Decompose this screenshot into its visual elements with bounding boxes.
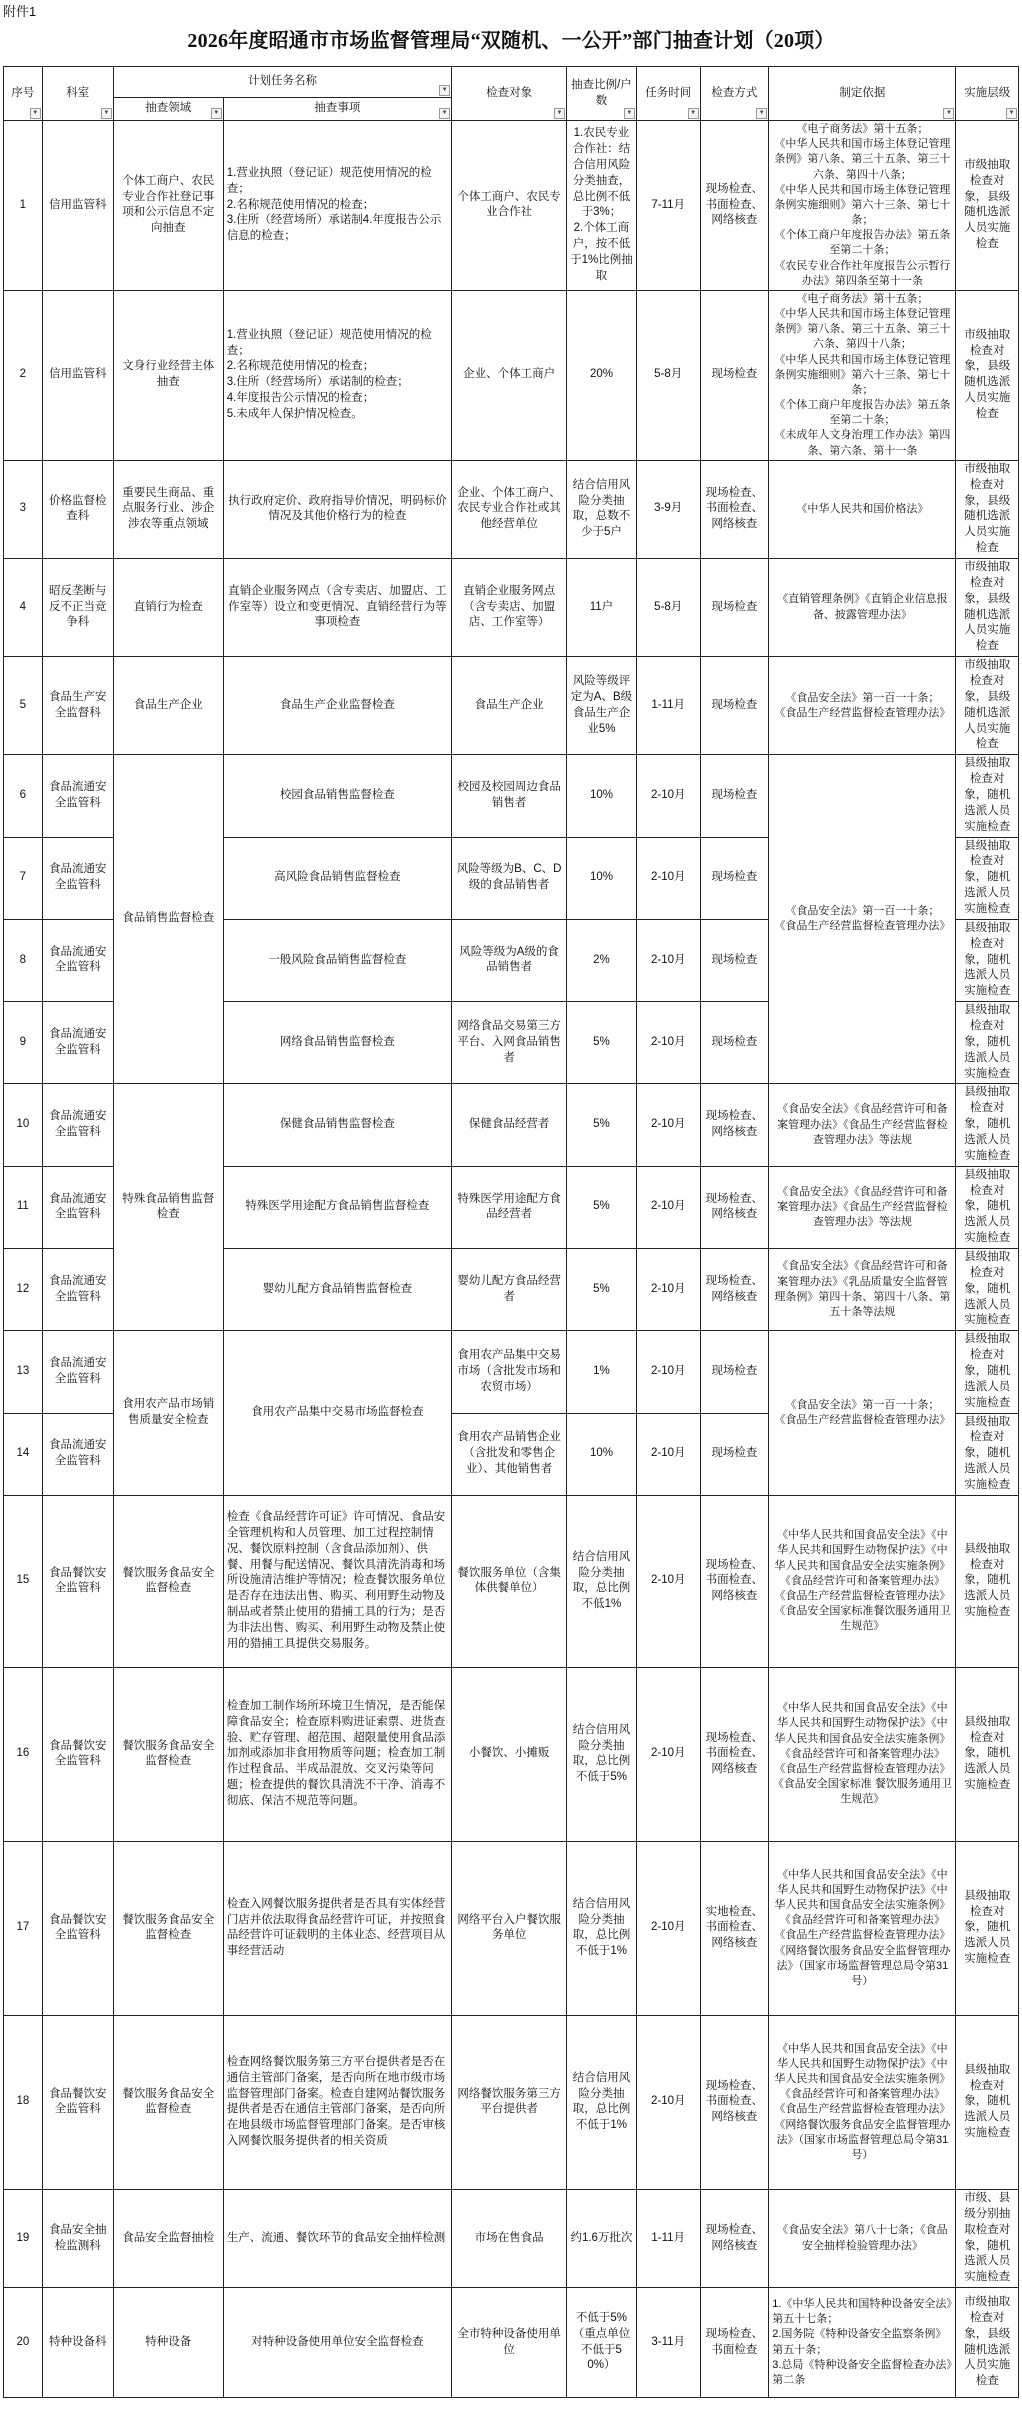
seq-cell: 1: [4, 121, 43, 291]
domain-cell: 餐饮服务食品安全监督检查: [113, 1841, 223, 2015]
filter-dropdown-icon[interactable]: ▼: [624, 108, 635, 119]
time-cell: 2-10月: [636, 1002, 700, 1084]
method-cell: 实地检查、书面检查、网络核查: [700, 1841, 769, 2015]
level-cell: 县级抽取检查对象，随机选派人员实施检查: [956, 837, 1019, 919]
item-cell: 保健食品销售监督检查: [223, 1084, 451, 1166]
target-cell: 特殊医学用途配方食品经营者: [452, 1166, 567, 1248]
domain-cell: 食品安全监督抽检: [113, 2189, 223, 2287]
filter-dropdown-icon[interactable]: ▼: [101, 108, 112, 119]
dept-cell: 昭反垄断与反不正当竞争科: [42, 558, 113, 656]
seq-cell: 4: [4, 558, 43, 656]
target-cell: 食品生产企业: [452, 657, 567, 755]
time-cell: 2-10月: [636, 1413, 700, 1495]
dept-cell: 食品安全抽检监测科: [42, 2189, 113, 2287]
seq-cell: 10: [4, 1084, 43, 1166]
target-cell: 网络食品交易第三方平台、入网食品销售者: [452, 1002, 567, 1084]
item-cell: 检查加工制作场所环境卫生情况，是否能保障食品安全；检查原料购进证索票、进货查验、贮存管理、超范围、超限量使用食品添加剂或添加非食用物质等问题；检查加工制作过程食品、半成品混放、交叉污染等问题；检查提供的餐饮具清洗不干净、消毒不彻底、保洁不规范等问题。: [223, 1667, 451, 1841]
level-cell: 市级抽取检查对象，县级随机选派人员实施检查: [956, 121, 1019, 291]
level-cell: 市级抽取检查对象，县级随机选派人员实施检查: [956, 460, 1019, 558]
target-cell: 风险等级为A级的食品销售者: [452, 919, 567, 1001]
attachment-label: 附件1: [3, 4, 37, 19]
method-cell: 现场检查、网络核查: [700, 1084, 769, 1166]
dept-cell: 食品餐饮安全监管科: [42, 2015, 113, 2189]
seq-cell: 14: [4, 1413, 43, 1495]
table-row: [4, 1841, 1019, 2015]
item-cell: 检查入网餐饮服务提供者是否具有实体经营门店并依法取得食品经营许可证，并按照食品经营许可证载明的主体业态、经营项目从事经营活动: [223, 1841, 451, 2015]
filter-dropdown-icon[interactable]: ▼: [439, 85, 450, 96]
dept-cell: 食品流通安全监管科: [42, 837, 113, 919]
seq-cell: 19: [4, 2189, 43, 2287]
seq-cell: 7: [4, 837, 43, 919]
ratio-cell: 结合信用风险分类抽取，总比例不低于5%: [567, 1667, 637, 1841]
basis-cell: 《中华人民共和国价格法》: [769, 460, 956, 558]
item-cell: 校园食品销售监督检查: [223, 755, 451, 837]
header-method[interactable]: 检查方式 ▼: [700, 67, 769, 121]
item-cell: 食品生产企业监督检查: [223, 657, 451, 755]
target-cell: 食用农产品销售企业（含批发和零售企业）、其他销售者: [452, 1413, 567, 1495]
domain-cell: 重要民生商品、重点服务行业、涉企涉农等重点领域: [113, 460, 223, 558]
dept-cell: 食品流通安全监管科: [42, 755, 113, 837]
table-row: [4, 1084, 1019, 1166]
basis-cell: 《食品安全法》第一百一十条； 《食品生产经营监督检查管理办法》: [769, 657, 956, 755]
level-cell: 县级抽取检查对象，随机选派人员实施检查: [956, 1413, 1019, 1495]
dept-cell: 食品流通安全监管科: [42, 1002, 113, 1084]
item-cell: 婴幼儿配方食品销售监督检查: [223, 1249, 451, 1331]
filter-dropdown-icon[interactable]: ▼: [211, 108, 222, 119]
time-cell: 1-11月: [636, 2189, 700, 2287]
ratio-cell: 结合信用风险分类抽取，总数不少于5户: [567, 460, 637, 558]
target-cell: 校园及校园周边食品销售者: [452, 755, 567, 837]
target-cell: 企业、个体工商户、农民专业合作社或其他经营单位: [452, 460, 567, 558]
domain-cell: 直销行为检查: [113, 558, 223, 656]
ratio-cell: 结合信用风险分类抽取，总比例不低于1%: [567, 1841, 637, 2015]
method-cell: 现场检查: [700, 290, 769, 460]
document-title: 2026年度昭通市市场监督管理局“双随机、一公开”部门抽查计划（20项）: [187, 30, 835, 52]
header-time[interactable]: 任务时间 ▼: [636, 67, 700, 121]
time-cell: 2-10月: [636, 1084, 700, 1166]
dept-cell: 食品餐饮安全监管科: [42, 1841, 113, 2015]
ratio-cell: 10%: [567, 837, 637, 919]
basis-cell: 《食品安全法》《食品经营许可和备案管理办法》《食品生产经营监督检查管理办法》等法规: [769, 1084, 956, 1166]
seq-cell: 12: [4, 1249, 43, 1331]
item-cell: 1.营业执照（登记证）规范使用情况的检查； 2.名称规范使用情况的检查； 3.住所（经营场所）承诺制的检查； 4.年度报告公示情况的检查； 5.未成年人保护情况检查。: [223, 290, 451, 460]
basis-cell: 《食品安全法》《食品经营许可和备案管理办法》《乳品质量安全监督管理条例》第四十条、第四十八条、第五十条等法规: [769, 1249, 956, 1331]
level-cell: 县级抽取检查对象，随机选派人员实施检查: [956, 755, 1019, 837]
basis-cell: 《食品安全法》《食品经营许可和备案管理办法》《食品生产经营监督检查管理办法》等法规: [769, 1166, 956, 1248]
domain-cell: 特殊食品销售监督检查: [113, 1084, 223, 1331]
dept-cell: 食品餐饮安全监管科: [42, 1495, 113, 1667]
item-cell: 对特种设备使用单位安全监督检查: [223, 2288, 451, 2398]
basis-cell: 《食品安全法》第八十七条；《食品安全抽样检验管理办法》: [769, 2189, 956, 2287]
domain-cell: 食品销售监督检查: [113, 755, 223, 1084]
header-target[interactable]: 检查对象 ▼: [452, 67, 567, 121]
ratio-cell: 1%: [567, 1331, 637, 1413]
seq-cell: 3: [4, 460, 43, 558]
ratio-cell: 10%: [567, 1413, 637, 1495]
dept-cell: 信用监管科: [42, 121, 113, 291]
target-cell: 风险等级为B、C、D级的食品销售者: [452, 837, 567, 919]
dept-cell: 食品生产安全监督科: [42, 657, 113, 755]
table-row: [4, 1667, 1019, 1841]
time-cell: 3-11月: [636, 2288, 700, 2398]
header-seq[interactable]: 序号 ▼: [4, 67, 43, 121]
method-cell: 现场检查: [700, 1331, 769, 1413]
header-domain[interactable]: 抽查领域 ▼: [113, 98, 223, 121]
header-basis[interactable]: 制定依据 ▼: [769, 67, 956, 121]
method-cell: 现场检查、网络核查: [700, 1249, 769, 1331]
time-cell: 2-10月: [636, 1841, 700, 2015]
domain-cell: 餐饮服务食品安全监督检查: [113, 1667, 223, 1841]
basis-cell: 《中华人民共和国食品安全法》《中华人民共和国野生动物保护法》《中华人民共和国食品安全法实施条例》《食品经营许可和备案管理办法》《食品生产经营监督检查管理办法》《食品安全国家标准 餐饮服务通用卫生规范》: [769, 1667, 956, 1841]
basis-cell: 《中华人民共和国食品安全法》《中华人民共和国野生动物保护法》《中华人民共和国食品安全法实施条例》《食品经营许可和备案管理办法》《食品生产经营监督检查管理办法》《网络餐饮服务食品安全监督管理办法》（国家市场监督管理总局令第31号）: [769, 2015, 956, 2189]
item-cell: 1.营业执照（登记证）规范使用情况的检查； 2.名称规范使用情况的检查； 3.住所（经营场所）承诺制4.年度报告公示信息的检查；: [223, 121, 451, 291]
ratio-cell: 不低于5%（重点单位不低于50%）: [567, 2288, 637, 2398]
time-cell: 2-10月: [636, 755, 700, 837]
basis-cell: 《中华人民共和国食品安全法》《中华人民共和国野生动物保护法》《中华人民共和国食品安全法实施条例》《食品经营许可和备案管理办法》《食品生产经营监督检查管理办法》《网络餐饮服务食品安全监督管理办法》（国家市场监督管理总局令第31号）: [769, 1841, 956, 2015]
target-cell: 餐饮服务单位（含集体供餐单位）: [452, 1495, 567, 1667]
seq-cell: 9: [4, 1002, 43, 1084]
time-cell: 7-11月: [636, 121, 700, 291]
time-cell: 2-10月: [636, 1249, 700, 1331]
seq-cell: 20: [4, 2288, 43, 2398]
basis-cell: 1.《中华人民共和国特种设备安全法》第五十七条； 2.国务院《特种设备安全监察条例》第五十条； 3.总局《特种设备安全监督检查办法》第二条: [769, 2288, 956, 2398]
time-cell: 2-10月: [636, 1166, 700, 1248]
dept-cell: 食品流通安全监管科: [42, 1166, 113, 1248]
time-cell: 5-8月: [636, 290, 700, 460]
table-row: [4, 290, 1019, 460]
domain-cell: 食用农产品市场销售质量安全检查: [113, 1331, 223, 1496]
level-cell: 市级抽取检查对象，县级随机选派人员实施检查: [956, 290, 1019, 460]
time-cell: 3-9月: [636, 460, 700, 558]
item-cell: 直销企业服务网点（含专卖店、加盟店、工作室等）设立和变更情况、直销经营行为等事项检查: [223, 558, 451, 656]
item-cell: 网络食品销售监督检查: [223, 1002, 451, 1084]
ratio-cell: 5%: [567, 1084, 637, 1166]
domain-cell: 食品生产企业: [113, 657, 223, 755]
table-row: [4, 657, 1019, 755]
method-cell: 现场检查、书面检查、网络核查: [700, 121, 769, 291]
item-cell: 执行政府定价、政府指导价情况，明码标价情况及其他价格行为的检查: [223, 460, 451, 558]
ratio-cell: 风险等级评定为A、B级食品生产企业5%: [567, 657, 637, 755]
item-cell: 一般风险食品销售监督检查: [223, 919, 451, 1001]
ratio-cell: 结合信用风险分类抽取，总比例不低于1%: [567, 2015, 637, 2189]
domain-cell: 餐饮服务食品安全监督检查: [113, 2015, 223, 2189]
table-row: [4, 1331, 1019, 1413]
domain-cell: 特种设备: [113, 2288, 223, 2398]
table-row: [4, 755, 1019, 837]
table-row: [4, 558, 1019, 656]
table-row: [4, 2288, 1019, 2398]
table-row: [4, 2189, 1019, 2287]
level-cell: 县级抽取检查对象，随机选派人员实施检查: [956, 1084, 1019, 1166]
seq-cell: 16: [4, 1667, 43, 1841]
table-row: [4, 1495, 1019, 1667]
ratio-cell: 11户: [567, 558, 637, 656]
item-cell: 特殊医学用途配方食品销售监督检查: [223, 1166, 451, 1248]
target-cell: 个体工商户、农民专业合作社: [452, 121, 567, 291]
target-cell: 全市特种设备使用单位: [452, 2288, 567, 2398]
filter-dropdown-icon[interactable]: ▼: [439, 108, 450, 119]
seq-cell: 13: [4, 1331, 43, 1413]
domain-cell: 餐饮服务食品安全监督检查: [113, 1495, 223, 1667]
method-cell: 现场检查、书面检查、网络核查: [700, 2015, 769, 2189]
header-ratio[interactable]: 抽查比例/户数 ▼: [567, 67, 637, 121]
method-cell: 现场检查、书面检查、网络核查: [700, 1495, 769, 1667]
dept-cell: 价格监督检查科: [42, 460, 113, 558]
seq-cell: 15: [4, 1495, 43, 1667]
header-item[interactable]: 抽查事项 ▼: [223, 98, 451, 121]
inspection-plan-table: [3, 66, 1019, 2398]
table-row: [4, 2015, 1019, 2189]
seq-cell: 2: [4, 290, 43, 460]
method-cell: 现场检查: [700, 919, 769, 1001]
level-cell: 县级抽取检查对象，随机选派人员实施检查: [956, 1495, 1019, 1667]
time-cell: 2-10月: [636, 919, 700, 1001]
header-dept[interactable]: 科室 ▼: [42, 67, 113, 121]
basis-cell: 《直销管理条例》《直销企业信息报备、披露管理办法》: [769, 558, 956, 656]
domain-cell: 文身行业经营主体抽查: [113, 290, 223, 460]
level-cell: 市级、县级分别抽取检查对象，随机选派人员实施检查: [956, 2189, 1019, 2287]
seq-cell: 6: [4, 755, 43, 837]
time-cell: 2-10月: [636, 2015, 700, 2189]
target-cell: 企业、个体工商户: [452, 290, 567, 460]
table-row: [4, 460, 1019, 558]
ratio-cell: 5%: [567, 1002, 637, 1084]
level-cell: 市级抽取检查对象，县级随机选派人员实施检查: [956, 558, 1019, 656]
method-cell: 现场检查: [700, 657, 769, 755]
method-cell: 现场检查、网络核查: [700, 2189, 769, 2287]
ratio-cell: 20%: [567, 290, 637, 460]
time-cell: 2-10月: [636, 837, 700, 919]
seq-cell: 5: [4, 657, 43, 755]
time-cell: 2-10月: [636, 1667, 700, 1841]
filter-dropdown-icon[interactable]: ▼: [30, 108, 41, 119]
level-cell: 县级抽取检查对象，随机选派人员实施检查: [956, 1002, 1019, 1084]
ratio-cell: 10%: [567, 755, 637, 837]
item-cell: 检查《食品经营许可证》许可情况、食品安全管理机构和人员管理、加工过程控制情况、餐饮原料控制（含食品添加剂）、供餐、用餐与配送情况、餐饮具清洗消毒和场所设施清洁维护等情况；检查餐饮服务单位是否存在违法出售、购买、利用野生动物及制品或者禁止使用的猎捕工具的行为；是否为非法出售、购买、利用野生动物及禁止使用的猎捕工具提供交易服务。: [223, 1495, 451, 1667]
dept-cell: 食品流通安全监管科: [42, 919, 113, 1001]
level-cell: 县级抽取检查对象，随机选派人员实施检查: [956, 1166, 1019, 1248]
item-cell: 食用农产品集中交易市场监督检查: [223, 1331, 451, 1496]
seq-cell: 8: [4, 919, 43, 1001]
time-cell: 1-11月: [636, 657, 700, 755]
filter-dropdown-icon[interactable]: ▼: [688, 108, 699, 119]
level-cell: 县级抽取检查对象，随机选派人员实施检查: [956, 1841, 1019, 2015]
level-cell: 县级抽取检查对象，随机选派人员实施检查: [956, 919, 1019, 1001]
level-cell: 市级抽取检查对象，县级随机选派人员实施检查: [956, 2288, 1019, 2398]
level-cell: 县级抽取检查对象，随机选派人员实施检查: [956, 2015, 1019, 2189]
dept-cell: 食品餐饮安全监管科: [42, 1667, 113, 1841]
time-cell: 5-8月: [636, 558, 700, 656]
filter-dropdown-icon[interactable]: ▼: [1006, 108, 1017, 119]
filter-dropdown-icon[interactable]: ▼: [756, 108, 767, 119]
header-level[interactable]: 实施层级 ▼: [956, 67, 1019, 121]
seq-cell: 18: [4, 2015, 43, 2189]
method-cell: 现场检查、书面检查: [700, 2288, 769, 2398]
level-cell: 县级抽取检查对象，随机选派人员实施检查: [956, 1331, 1019, 1413]
basis-cell: 《食品安全法》第一百一十条； 《食品生产经营监督检查管理办法》: [769, 755, 956, 1084]
target-cell: 网络餐饮服务第三方平台提供者: [452, 2015, 567, 2189]
dept-cell: 食品流通安全监管科: [42, 1413, 113, 1495]
target-cell: 食用农产品集中交易市场（含批发市场和农贸市场）: [452, 1331, 567, 1413]
item-cell: 生产、流通、餐饮环节的食品安全抽样检测: [223, 2189, 451, 2287]
ratio-cell: 2%: [567, 919, 637, 1001]
dept-cell: 食品流通安全监管科: [42, 1249, 113, 1331]
dept-cell: 特种设备科: [42, 2288, 113, 2398]
basis-cell: 《电子商务法》第十五条； 《中华人民共和国市场主体登记管理条例》第八条、第三十五条、第三十六条、第四十八条； 《中华人民共和国市场主体登记管理条例实施细则》第六十三条、第七十条； 《个体工商户年度报告办法》第五条至第二十条； 《农民专业合作社年度报告公示暂行办法》第四条至第十一条: [769, 121, 956, 291]
target-cell: 婴幼儿配方食品经营者: [452, 1249, 567, 1331]
basis-cell: 《中华人民共和国食品安全法》《中华人民共和国野生动物保护法》《中华人民共和国食品安全法实施条例》《食品经营许可和备案管理办法》《食品生产经营监督检查管理办法》《食品安全国家标准餐饮服务通用卫生规范》: [769, 1495, 956, 1667]
header-task-group[interactable]: 计划任务名称 ▼: [113, 67, 451, 98]
method-cell: 现场检查: [700, 1002, 769, 1084]
level-cell: 市级抽取检查对象，县级随机选派人员实施检查: [956, 657, 1019, 755]
method-cell: 现场检查、书面检查、网络核查: [700, 1667, 769, 1841]
level-cell: 县级抽取检查对象，随机选派人员实施检查: [956, 1667, 1019, 1841]
dept-cell: 食品流通安全监管科: [42, 1331, 113, 1413]
target-cell: 直销企业服务网点（含专卖店、加盟店、工作室等）: [452, 558, 567, 656]
ratio-cell: 1.农民专业合作社：结合信用风险分类抽查，总比例不低于3%； 2.个体工商户，按不低于1%比例抽取: [567, 121, 637, 291]
target-cell: 保健食品经营者: [452, 1084, 567, 1166]
basis-cell: 《食品安全法》第一百一十条； 《食品生产经营监督检查管理办法》: [769, 1331, 956, 1496]
dept-cell: 食品流通安全监管科: [42, 1084, 113, 1166]
method-cell: 现场检查: [700, 755, 769, 837]
dept-cell: 信用监管科: [42, 290, 113, 460]
item-cell: 检查网络餐饮服务第三方平台提供者是否在通信主管部门备案，是否向所在地市级市场监督管理部门备案。检查自建网站餐饮服务提供者是否在通信主管部门备案，是否向所在地县级市场监督管理部门备案。是否审核入网餐饮服务提供者的相关资质: [223, 2015, 451, 2189]
seq-cell: 17: [4, 1841, 43, 2015]
basis-cell: 《电子商务法》第十五条； 《中华人民共和国市场主体登记管理条例》第八条、第三十五条、第三十六条、第四十八条； 《中华人民共和国市场主体登记管理条例实施细则》第六十三条、第七十条； 《个体工商户年度报告办法》第五条至第二十条； 《未成年人文身治理工作办法》第四条、第六条、第十一条: [769, 290, 956, 460]
filter-dropdown-icon[interactable]: ▼: [943, 108, 954, 119]
ratio-cell: 5%: [567, 1166, 637, 1248]
method-cell: 现场检查: [700, 558, 769, 656]
filter-dropdown-icon[interactable]: ▼: [554, 108, 565, 119]
item-cell: 高风险食品销售监督检查: [223, 837, 451, 919]
level-cell: 县级抽取检查对象，随机选派人员实施检查: [956, 1249, 1019, 1331]
domain-cell: 个体工商户、农民专业合作社登记事项和公示信息不定向抽查: [113, 121, 223, 291]
ratio-cell: 约1.6万批次: [567, 2189, 637, 2287]
seq-cell: 11: [4, 1166, 43, 1248]
method-cell: 现场检查、网络核查: [700, 1166, 769, 1248]
table-row: [4, 121, 1019, 291]
time-cell: 2-10月: [636, 1331, 700, 1413]
ratio-cell: 5%: [567, 1249, 637, 1331]
method-cell: 现场检查、书面检查、网络核查: [700, 460, 769, 558]
target-cell: 市场在售食品: [452, 2189, 567, 2287]
method-cell: 现场检查: [700, 1413, 769, 1495]
ratio-cell: 结合信用风险分类抽取，总比例不低1%: [567, 1495, 637, 1667]
target-cell: 网络平台入户餐饮服务单位: [452, 1841, 567, 2015]
target-cell: 小餐饮、小摊贩: [452, 1667, 567, 1841]
method-cell: 现场检查: [700, 837, 769, 919]
time-cell: 2-10月: [636, 1495, 700, 1667]
